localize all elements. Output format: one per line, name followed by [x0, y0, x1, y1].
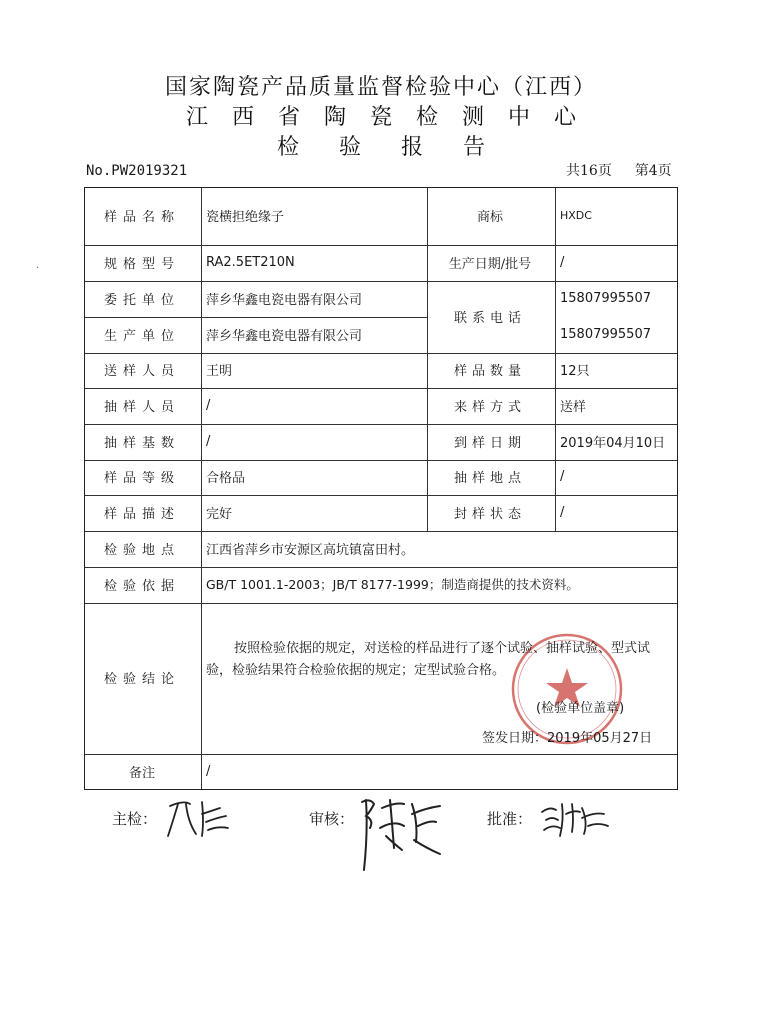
- value-description: 完好: [206, 506, 233, 522]
- page-info: [566, 160, 672, 180]
- label-test-place: 检验地点: [103, 542, 180, 558]
- label-main-inspector: 主检：: [112, 810, 158, 828]
- value-production-date: /: [560, 254, 565, 270]
- label-approver: 批准：: [487, 810, 533, 828]
- value-phone-1: 15807995507: [560, 290, 651, 306]
- label-sampling-location: 抽样地点: [453, 471, 526, 486]
- report-title: 检验报告: [276, 135, 525, 160]
- label-grade: 样品等级: [103, 471, 180, 486]
- value-quantity: 12只: [560, 364, 590, 379]
- value-sample-name: 瓷横担绝缘子: [206, 210, 285, 225]
- value-sampler: /: [206, 397, 211, 413]
- signature-main: [164, 796, 234, 842]
- value-sender: 王明: [206, 364, 233, 379]
- label-reviewer: 审核：: [309, 810, 355, 828]
- value-arrival: 2019年04月10日: [560, 435, 666, 451]
- label-seal-state: 封样状态: [453, 506, 526, 522]
- label-client: 委托单位: [103, 292, 180, 308]
- label-description: 样品描述: [103, 506, 180, 522]
- label-remark: 备注: [128, 766, 155, 781]
- label-producer: 生产单位: [103, 328, 180, 344]
- label-arrival: 到样日期: [453, 435, 526, 451]
- label-production-date: 生产日期/批号: [448, 256, 532, 272]
- label-sampler: 抽样人员: [103, 399, 180, 415]
- value-phone-2: 15807995507: [560, 326, 651, 342]
- value-seal-state: /: [560, 504, 565, 520]
- value-grade: 合格品: [206, 471, 246, 486]
- value-client: 萍乡华鑫电瓷电器有限公司: [206, 292, 363, 308]
- label-base: 抽样基数: [103, 435, 180, 451]
- value-trademark: HXDC: [560, 209, 592, 222]
- label-sender: 送样人员: [103, 364, 180, 379]
- subtitle: 江西省陶瓷检测中心: [185, 105, 600, 130]
- total-pages: 共16页: [566, 163, 612, 179]
- label-conclusion: 检验结论: [103, 672, 180, 687]
- issue-date: 签发日期：2019年05月27日: [482, 731, 653, 746]
- label-method: 来样方式: [453, 399, 526, 415]
- label-phone: 联系电话: [453, 310, 526, 326]
- label-quantity: 样品数量: [453, 364, 526, 379]
- value-base: /: [206, 433, 211, 449]
- value-remark: /: [206, 764, 211, 779]
- label-trademark: 商标: [476, 210, 503, 225]
- center-title: 国家陶瓷产品质量监督检验中心（江西）: [164, 75, 597, 100]
- value-sampling-location: /: [560, 469, 565, 484]
- conclusion-text: 按照检验依据的规定，对送检的样品进行了逐个试验、抽样试验、型式试验，检验结果符合检验依据的规定；定型试验合格。: [206, 641, 651, 678]
- label-model: 规格型号: [103, 256, 180, 272]
- signature-approver: [538, 798, 614, 840]
- value-basis: GB/T 1001.1-2003；JB/T 8177-1999；制造商提供的技术资料。: [206, 577, 579, 592]
- value-producer: 萍乡华鑫电瓷电器有限公司: [206, 328, 363, 344]
- margin-mark: ·: [36, 263, 40, 274]
- value-test-place: 江西省萍乡市安源区高坑镇富田村。: [206, 542, 415, 558]
- current-page: 第4页: [634, 163, 672, 179]
- report-number: No.PW2019321: [86, 163, 188, 179]
- label-sample-name: 样品名称: [103, 210, 180, 225]
- stamp-note: (检验单位盖章): [536, 701, 625, 716]
- value-method: 送样: [560, 399, 587, 415]
- label-basis: 检验依据: [103, 578, 180, 594]
- signature-reviewer: [356, 792, 446, 876]
- value-model: RA2.5ET210N: [206, 254, 295, 270]
